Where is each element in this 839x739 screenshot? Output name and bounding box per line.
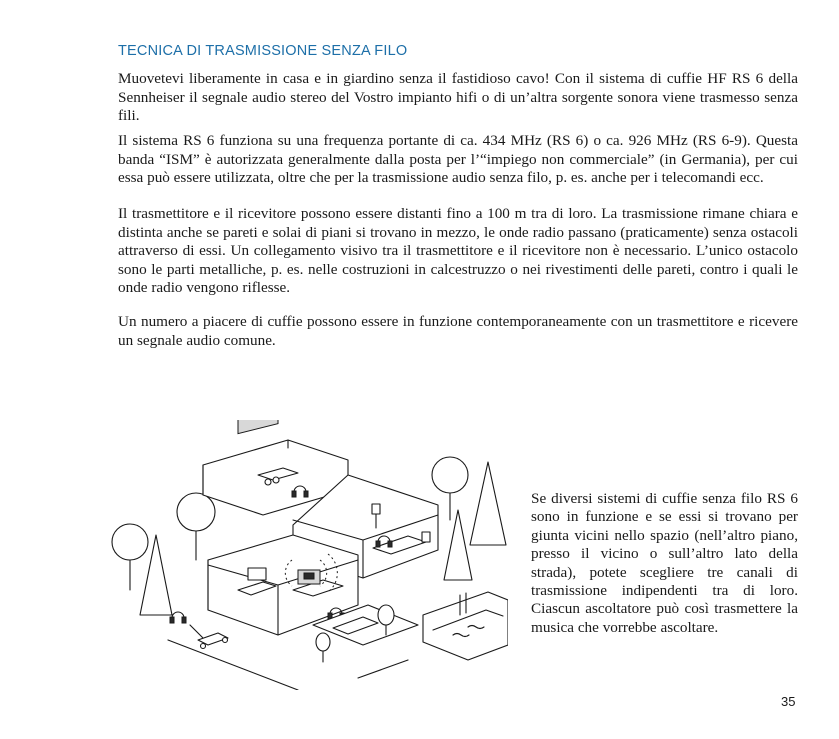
house-illustration bbox=[108, 420, 508, 690]
headphones-icon bbox=[170, 612, 186, 623]
tree-left-round bbox=[112, 524, 148, 590]
paragraph-intro: Muovetevi liberamente in casa e in giardino senza il fastidioso cavo! Con il sistema di cuffie HF RS 6 della Sennheiser il segnale audio stereo del Vostro impianto hifi o di un’altra sorgente sonora viene trasmesso senza fili. bbox=[118, 70, 798, 125]
section-heading: TECNICA DI TRASMISSIONE SENZA FILO bbox=[118, 43, 408, 59]
paragraph-multiple-headphones: Un numero a piacere di cuffie possono essere in funzione contemporaneamente con un trasmettitore e ricevere un segnale audio comune. bbox=[118, 313, 798, 349]
paragraph-frequency: Il sistema RS 6 funziona su una frequenza portante di ca. 434 MHz (RS 6) o ca. 926 MHz (RS 6-9). Questa banda “ISM” è autorizzata generalmente dalla posta per l’“impiego non commerciale” (in Germania), per cui essa può essere utilizzata, oltre che per la trasmissione audio senza filo, p. es. anche per i telecomandi ecc. bbox=[118, 132, 798, 187]
tree-right-cone bbox=[470, 462, 506, 545]
tree-right-small-cone bbox=[444, 510, 472, 580]
isometric-house-drawing bbox=[108, 420, 508, 690]
ground-line-left bbox=[168, 640, 298, 690]
transmitter-icon bbox=[304, 573, 314, 579]
tree-left-mid bbox=[177, 493, 215, 560]
side-paragraph-channels: Se diversi sistemi di cuffie senza filo RS 6 sono in funzione e se essi si trovano per giunta vicini nello spazio (nell’altro piano, presso il vicino o sull’altro lato della strada), potete scegliere tre canali di trasmissione indipendenti tra di loro. Ciascun ascoltatore può così trasmettere la musica che vorrebbe ascoltare. bbox=[531, 490, 798, 636]
ground-line-right bbox=[358, 660, 408, 678]
lawnmower bbox=[190, 625, 228, 649]
page-number: 35 bbox=[781, 694, 796, 709]
swimming-pool bbox=[423, 592, 508, 660]
paragraph-range: Il trasmettitore e il ricevitore possono essere distanti fino a 100 m tra di loro. La trasmissione rimane chiara e distinta anche se pareti e solai di piani si trovano in mezzo, le onde radio passano (praticamente) senza ostacoli attraverso di essi. Un collegamento visivo tra il trasmettitore e il ricevitore non è necessario. L’unico ostacolo sono le parti metalliche, p. es. nelle costruzioni in calcestruzzo o nei rivestimenti delle pareti, contro i quali le onde radio vengono riflesse. bbox=[118, 205, 798, 297]
